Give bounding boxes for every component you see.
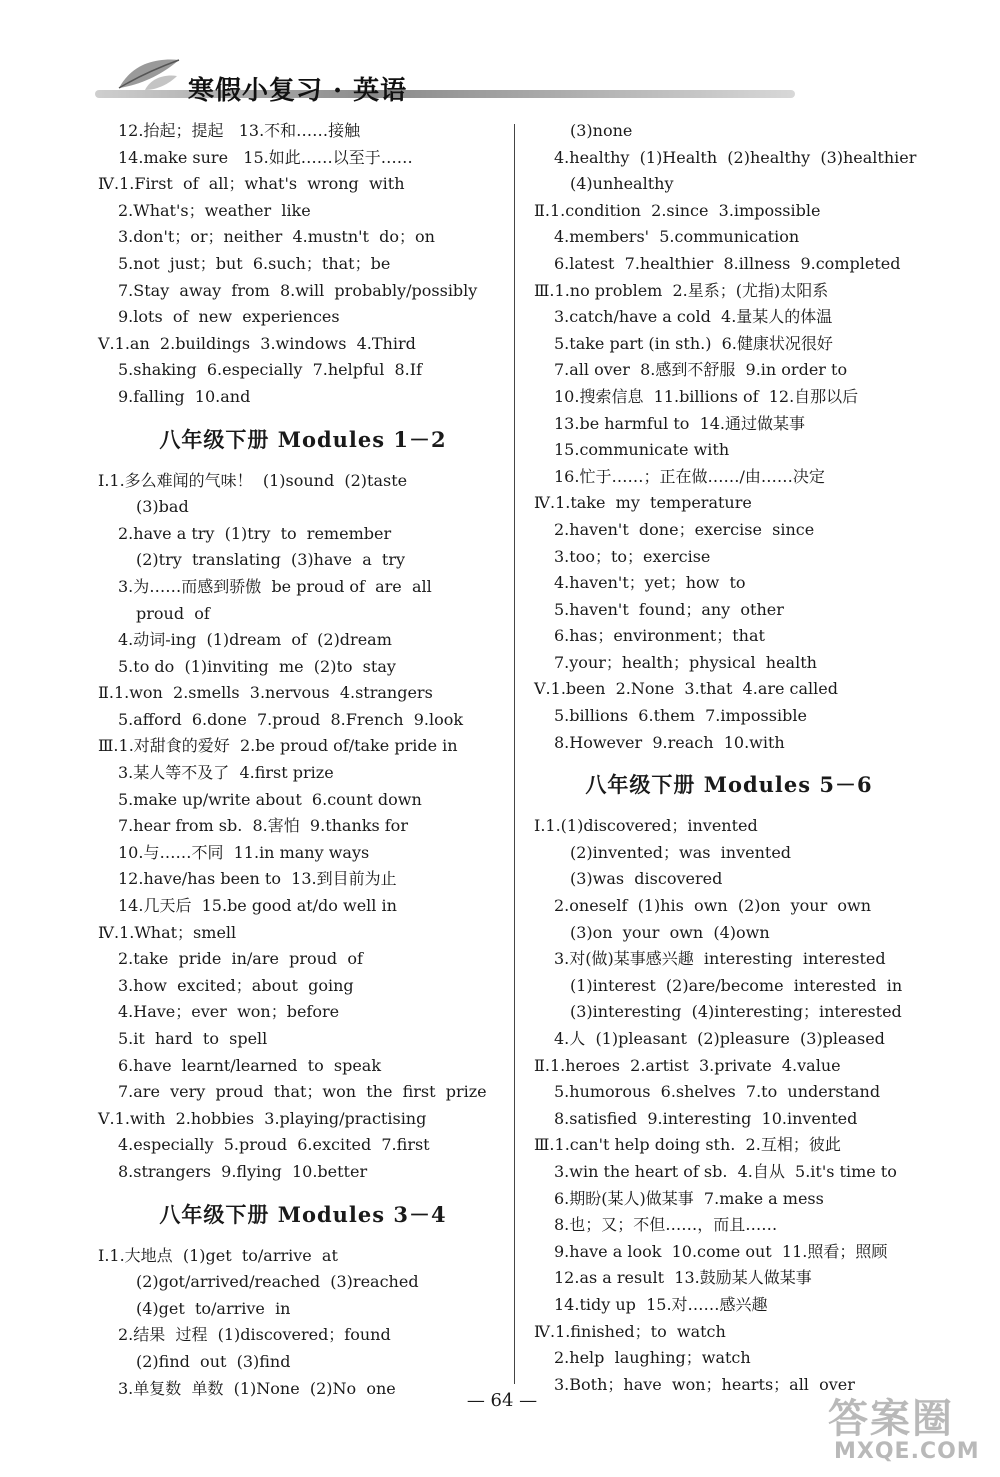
answer-line: Ⅱ.1.won 2.smells 3.nervous 4.strangers <box>98 683 433 703</box>
answer-line: 6.has；environment；that <box>554 626 765 646</box>
answer-line: 13.be harmful to 14.通过做某事 <box>554 413 806 433</box>
answer-line: 7.all over 8.感到不舒服 9.in order to <box>554 360 848 380</box>
answer-line: proud of <box>136 603 210 623</box>
answer-line: Ⅰ.1.(1)discovered；invented <box>534 816 758 836</box>
answer-line: 12.as a result 13.鼓励某人做某事 <box>554 1268 812 1288</box>
left-answer-column <box>98 118 508 1402</box>
answer-line: 5.take part (in sth.) 6.健康状况很好 <box>554 333 833 353</box>
answer-line: 3.Both；have won；hearts；all over <box>554 1374 855 1394</box>
answer-line: 2.help laughing；watch <box>554 1348 751 1368</box>
answer-line: 5.shaking 6.especially 7.helpful 8.If <box>118 360 422 380</box>
answer-line: 5.haven't found；any other <box>554 599 784 619</box>
answer-line: 14.make sure 15.如此……以至于…… <box>118 147 413 167</box>
answer-line: 14.tidy up 15.对……感兴趣 <box>554 1294 768 1314</box>
answer-line: 8.strangers 9.flying 10.better <box>118 1161 368 1181</box>
answer-line: 4.members' 5.communication <box>554 227 800 247</box>
answer-line: 3.对(做)某事感兴趣 interesting interested <box>554 949 886 969</box>
answer-line: 6.期盼(某人)做某事 7.make a mess <box>554 1188 824 1208</box>
answer-line: 8.However 9.reach 10.with <box>554 732 785 752</box>
page-title: 寒假小复习 · 英语 <box>188 76 408 106</box>
answer-line: Ⅳ.1.First of all；what's wrong with <box>98 174 405 194</box>
right-answer-column <box>534 118 934 1398</box>
answer-line: 3.win the heart of sb. 4.自从 5.it's time to <box>554 1161 897 1181</box>
answer-line: (1)interest (2)are/become interested in <box>570 975 903 995</box>
answer-line: 9.lots of new experiences <box>118 307 340 327</box>
answer-line: 9.have a look 10.come out 11.照看；照顾 <box>554 1241 888 1261</box>
answer-line: 7.your；health；physical health <box>554 652 817 672</box>
answer-line: 5.to do (1)inviting me (2)to stay <box>118 656 396 676</box>
answer-line: 4.动词-ing (1)dream of (2)dream <box>118 630 392 650</box>
answer-line: 10.搜索信息 11.billions of 12.自那以后 <box>554 386 859 406</box>
answer-line: 12.have/has been to 13.到目前为止 <box>118 869 397 889</box>
answer-line: 3.don't；or；neither 4.mustn't do；on <box>118 227 435 247</box>
answer-line: 3.too；to；exercise <box>554 546 711 566</box>
answer-line: 3.某人等不及了 4.first prize <box>118 763 334 783</box>
answer-line: 5.make up/write about 6.count down <box>118 789 422 809</box>
answer-line: 2.take pride in/are proud of <box>118 949 363 969</box>
answer-line: Ⅰ.1.多么难闻的气味！ (1)sound (2)taste <box>98 470 408 490</box>
answer-line: (4)get to/arrive in <box>136 1298 291 1318</box>
answer-line: Ⅲ.1.对甜食的爱好 2.be proud of/take pride in <box>98 736 458 756</box>
answer-line: (3)none <box>570 121 633 140</box>
answer-line: 12.抬起；提起 13.不和……接触 <box>118 121 361 140</box>
answer-line: 5.afford 6.done 7.proud 8.French 9.look <box>118 709 464 729</box>
answer-line: Ⅱ.1.heroes 2.artist 3.private 4.value <box>534 1055 841 1075</box>
answer-line: 4.Have；ever won；before <box>118 1002 340 1022</box>
column-divider <box>514 124 515 1384</box>
answer-line: 4.人 (1)pleasant (2)pleasure (3)pleased <box>554 1029 885 1048</box>
answer-line: Ⅴ.1.been 2.None 3.that 4.are called <box>534 679 838 699</box>
section-heading: 八年级下册 Modules 1－2 <box>159 426 447 452</box>
answer-line: 2.oneself (1)his own (2)on your own <box>554 896 872 916</box>
answer-line: 7.Stay away from 8.will probably/possibly <box>118 280 478 300</box>
answer-line: Ⅳ.1.take my temperature <box>534 493 752 513</box>
leaf-decoration-icon <box>115 54 185 94</box>
answer-line: Ⅴ.1.with 2.hobbies 3.playing/practising <box>98 1108 427 1128</box>
page-number: — 64 — <box>466 1390 538 1411</box>
answer-line: Ⅱ.1.condition 2.since 3.impossible <box>534 200 821 220</box>
answer-line: Ⅲ.1.can't help doing sth. 2.互相；彼此 <box>534 1135 841 1155</box>
answer-line: Ⅳ.1.What；smell <box>98 922 237 942</box>
answer-line: (4)unhealthy <box>570 174 674 194</box>
answer-line: Ⅳ.1.finished；to watch <box>534 1321 726 1341</box>
answer-line: 3.catch/have a cold 4.量某人的体温 <box>554 307 833 327</box>
watermark-url: MXQE.COM <box>834 1439 980 1464</box>
answer-line: 3.为……而感到骄傲 be proud of are all <box>118 576 432 596</box>
answer-line: 2.have a try (1)try to remember <box>118 523 392 543</box>
section-heading: 八年级下册 Modules 5－6 <box>585 772 873 798</box>
answer-line: Ⅰ.1.大地点 (1)get to/arrive at <box>98 1245 338 1265</box>
answer-line: 7.are very proud that；won the first prize <box>118 1082 487 1102</box>
answer-line: 2.What's；weather like <box>118 200 311 220</box>
answer-line: 3.how excited；about going <box>118 975 354 995</box>
answer-line: 14.几天后 15.be good at/do well in <box>118 896 397 916</box>
answer-line: (3)was discovered <box>570 869 723 889</box>
answer-line: 8.也；又；不但……，而且…… <box>554 1215 778 1235</box>
answer-line: (2)got/arrived/reached (3)reached <box>136 1272 419 1292</box>
answer-line: 2.结果 过程 (1)discovered；found <box>118 1325 391 1345</box>
answer-line: 2.haven't done；exercise since <box>554 519 815 539</box>
watermark-text: 答案圈 <box>828 1396 954 1442</box>
answer-line: 15.communicate with <box>554 440 730 460</box>
answer-line: (2)invented；was invented <box>570 842 792 862</box>
answer-line: 5.not just；but 6.such；that；be <box>118 253 391 273</box>
answer-line: (3)on your own (4)own <box>570 922 770 942</box>
answer-line: Ⅴ.1.an 2.buildings 3.windows 4.Third <box>98 333 416 353</box>
answer-line: (3)interesting (4)interesting；interested <box>570 1002 902 1022</box>
answer-line: 6.have learnt/learned to speak <box>118 1055 382 1075</box>
answer-line: 7.hear from sb. 8.害怕 9.thanks for <box>118 816 408 836</box>
answer-line: 10.与……不同 11.in many ways <box>118 842 370 862</box>
answer-line: 9.falling 10.and <box>118 386 251 406</box>
answer-line: 4.healthy (1)Health (2)healthy (3)healthier <box>554 147 917 167</box>
page-header <box>95 52 795 112</box>
watermark-logo <box>820 1385 1000 1477</box>
answer-line: (3)bad <box>136 497 189 517</box>
answer-line: (2)try translating (3)have a try <box>136 550 406 570</box>
answer-line: 16.忙于……；正在做……/由……决定 <box>554 466 825 486</box>
answer-line: Ⅲ.1.no problem 2.星系；(尤指)太阳系 <box>534 280 829 300</box>
answer-line: (2)find out (3)find <box>136 1351 291 1371</box>
answer-line: 8.satisfied 9.interesting 10.invented <box>554 1108 858 1128</box>
answer-line: 4.especially 5.proud 6.excited 7.first <box>118 1135 430 1155</box>
section-heading: 八年级下册 Modules 3－4 <box>159 1201 447 1227</box>
answer-line: 4.haven't；yet；how to <box>554 573 746 593</box>
answer-line: 5.billions 6.them 7.impossible <box>554 706 807 726</box>
answer-line: 5.it hard to spell <box>118 1029 268 1048</box>
answer-line: 5.humorous 6.shelves 7.to understand <box>554 1082 881 1102</box>
answer-line: 3.单复数 单数 (1)None (2)No one <box>118 1378 396 1398</box>
answer-line: 6.latest 7.healthier 8.illness 9.completed <box>554 253 901 273</box>
